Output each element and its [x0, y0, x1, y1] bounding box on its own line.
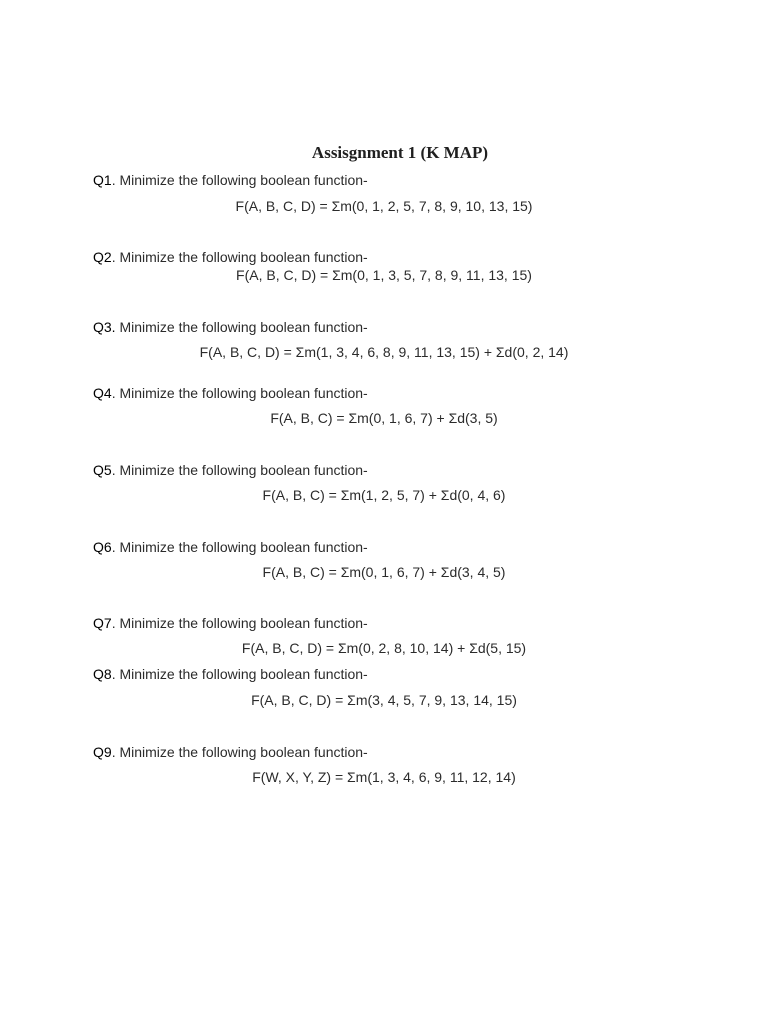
question-text: Minimize the following boolean function- [115, 249, 368, 265]
question-8-prompt [93, 665, 368, 683]
question-text: Minimize the following boolean function- [115, 385, 368, 401]
question-separator: . [111, 615, 116, 631]
question-separator: . [111, 385, 116, 401]
question-text: Minimize the following boolean function- [115, 462, 368, 478]
question-7-formula: F(A, B, C, D) = Σm(0, 2, 8, 10, 14) + Σd(5, 15) [241, 640, 527, 656]
question-5-formula: F(A, B, C) = Σm(1, 2, 5, 7) + Σd(0, 4, 6) [262, 487, 506, 503]
question-4-prompt [93, 384, 368, 402]
question-text: Minimize the following boolean function- [115, 539, 368, 555]
question-1-formula: F(A, B, C, D) = Σm(0, 1, 2, 5, 7, 8, 9, 10, 13, 15) [235, 198, 533, 214]
question-9-formula: F(W, X, Y, Z) = Σm(1, 3, 4, 6, 9, 11, 12, 14) [252, 769, 516, 785]
question-3-formula: F(A, B, C, D) = Σm(1, 3, 4, 6, 8, 9, 11, 13, 15) + Σd(0, 2, 14) [199, 344, 569, 360]
question-number: Q4 [93, 385, 112, 401]
question-9-prompt [93, 743, 368, 761]
question-separator: . [111, 462, 116, 478]
question-number: Q2 [93, 249, 112, 265]
question-separator: . [111, 539, 116, 555]
question-7-prompt [93, 614, 368, 632]
question-text: Minimize the following boolean function- [115, 615, 368, 631]
page-title: Assisgnment 1 (K MAP) [311, 143, 489, 162]
question-number: Q6 [93, 539, 112, 555]
question-number: Q3. [93, 319, 116, 335]
question-1-prompt [93, 171, 368, 189]
question-separator: . [111, 249, 116, 265]
question-2-formula: F(A, B, C, D) = Σm(0, 1, 3, 5, 7, 8, 9, 11, 13, 15) [236, 267, 532, 283]
question-separator: . [111, 172, 116, 188]
question-6-prompt [93, 538, 368, 556]
question-8-formula: F(A, B, C, D) = Σm(3, 4, 5, 7, 9, 13, 14, 15) [251, 692, 517, 708]
question-text: Minimize the following boolean function- [115, 172, 368, 188]
question-5-prompt [93, 461, 368, 479]
question-text: Minimize the following boolean function- [115, 744, 368, 760]
question-6-formula: F(A, B, C) = Σm(0, 1, 6, 7) + Σd(3, 4, 5) [262, 564, 506, 580]
question-3-prompt [93, 318, 368, 336]
question-number: Q8 [93, 666, 112, 682]
question-text: Minimize the following boolean function- [115, 666, 368, 682]
question-number: Q1 [93, 172, 112, 188]
question-number: Q5 [93, 462, 112, 478]
question-text: Minimize the following boolean function- [115, 319, 368, 335]
question-separator: . [111, 666, 116, 682]
question-number: Q9 [93, 744, 112, 760]
question-separator: . [111, 744, 116, 760]
question-4-formula: F(A, B, C) = Σm(0, 1, 6, 7) + Σd(3, 5) [270, 410, 498, 426]
question-2-prompt [93, 248, 368, 266]
question-number: Q7 [93, 615, 112, 631]
